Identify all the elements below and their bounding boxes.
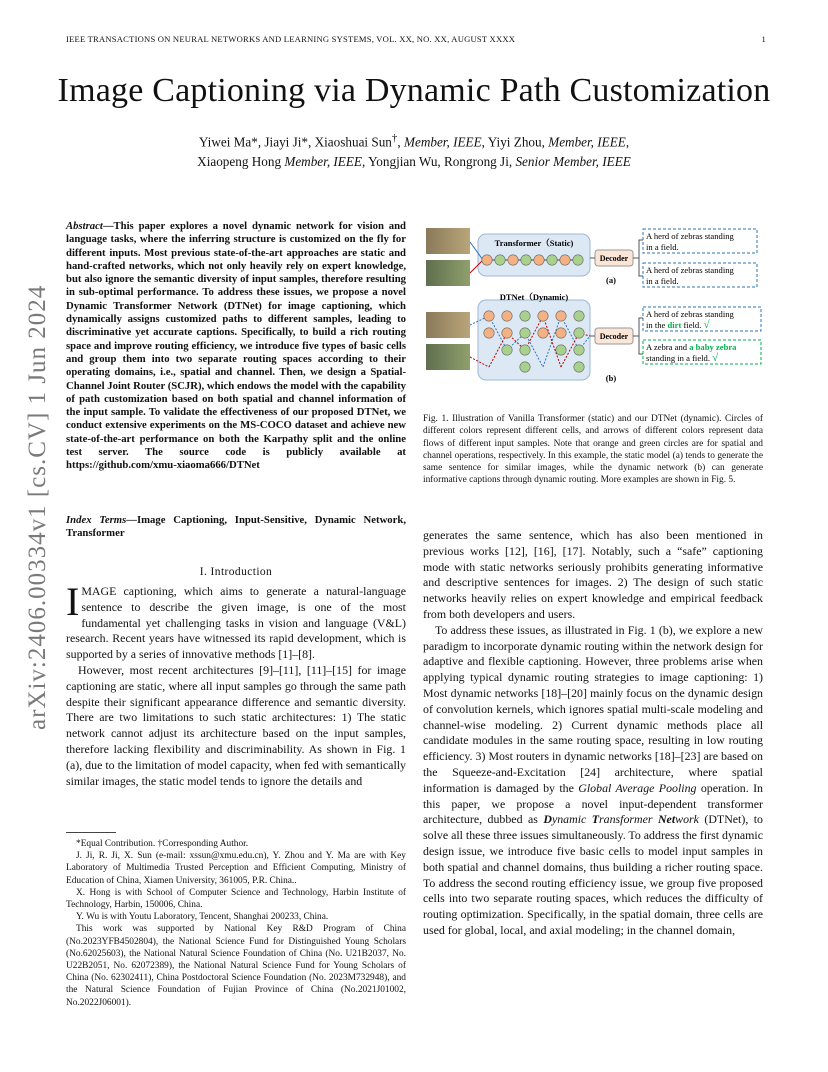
intro-paragraph-2: However, most recent architectures [9]–[11], [11]–[15] for image captioning are static, where all input samples go through the same path despite their significant appearance difference and semantic diversity. There are two limitations to such static architectures: 1) The static network cannot adjust its architecture based on the input samples, therefore lacking flexibility and discriminability. As shown in Fig. 1 (a), due to the limitation of model capacity, when fed with semantically similar images, the static model tends to ignore the details and: [66, 662, 406, 788]
author-line-2: Xiaopeng Hong Member, IEEE, Yongjian Wu, Rongrong Ji, Senior Member, IEEE: [197, 154, 631, 170]
footnote: This work was supported by National Key R&D Program of China (No.2023YFB4502804), the National Science Fund for Distinguished Young Scholars (No.62025603), the National Natural Science Foundation of China (No. U21B2037, No. U22B2051, No. 62072389), the National Natural Science Fund for Young Scholars of China (No. 62302411), China Postdoctoral Science Foundation (No. 2023M732948), and the Natural Science Foundation of Fujian Province of China (No.2021J01002, No.2022J06001).: [66, 924, 406, 1008]
decoder-label-b: Decoder: [599, 332, 629, 341]
dynamic-cell: [520, 345, 530, 355]
static-cell: [508, 255, 518, 265]
introduction-text: [66, 579, 406, 789]
running-header: [66, 34, 766, 44]
svg-text:standing in a field. √: standing in a field. √: [646, 352, 719, 364]
dynamic-cell: [574, 362, 584, 372]
dynamic-cell: [556, 328, 566, 338]
svg-text:in a field.: in a field.: [646, 276, 679, 286]
drop-cap: I: [66, 579, 80, 624]
figure-1: [423, 220, 765, 396]
footnote: *Equal Contribution. †Corresponding Author.: [76, 839, 249, 849]
static-cell: [482, 255, 492, 265]
intro-paragraph-1: IMAGE captioning, which aims to generate a natural-language sentence to describe the given image, is one of the most fundamental yet challenging tasks in vision and language (V&L) research. Recent years have witnessed its rapid development, which is supported by a series of innovative methods [1]–[8].: [66, 579, 406, 662]
figure-1-diagram: [423, 220, 765, 396]
paper-title: Image Captioning via Dynamic Path Customization: [57, 72, 771, 109]
static-label: Transformer（Static): [494, 238, 574, 248]
caption-b1: A herd of zebras standing: [646, 309, 734, 319]
footnotes: [66, 838, 406, 1009]
footnote: J. Ji, R. Ji, X. Sun (e-mail: xssun@xmu.edu.cn), Y. Zhou and Y. Ma are with Key Laboratory of Multimedia Trusted Perception and Efficient Computing, Ministry of Education of China, Xiamen University, 361005, P.R. China..: [66, 851, 406, 886]
abstract-text: —This paper explores a novel dynamic network for vision and language tasks, where the inferring structure is customized on the fly for different inputs. Most previous state-of-the-art approaches are static and hand-crafted networks, which not only heavily rely on expert knowledge, but also ignore the semantic diversity of input samples, therefore resulting in sub-optimal performance. To address these issues, we propose a novel Dynamic Transformer Network (DTNet) for image captioning, which dynamically assigns customized paths to different samples, leading to discriminative yet accurate captions. Specifically, to build a rich routing space and improve routing efficiency, we introduce five types of basic cells and group them into two separate routing spaces according to their operating domains, i.e., spatial and channel. Then, we design a Spatial-Channel Joint Router (SCJR), which endows the model with the capability of path customization based on both spatial and channel information of the input sample. To validate the effectiveness of our proposed DTNet, we conduct extensive experiments on the MS-COCO dataset and achieve new state-of-the-art performance on both the Karpathy split and the online test server. The source code is publicly available at https://github.com/xmu-xiaoma666/DTNet: [66, 220, 406, 472]
arxiv-stamp: arXiv:2406.00334v1 [cs.CV] 1 Jun 2024: [24, 284, 51, 730]
static-cell: [495, 255, 505, 265]
author-list: [0, 128, 828, 172]
figure-caption: Fig. 1. Illustration of Vanilla Transformer (static) and our DTNet (dynamic). Circles of different colors represent different cells, and arrows of different colors represent data flows of different input samples. Note that orange and green circles are for spatial and channel operations, respectively. In this example, the static model (a) tends to generate the same sentence for similar images, while the dynamic network (b) can generate informative captions through dynamic routing. More examples are shown in Fig. 5.: [423, 414, 763, 486]
dynamic-cell: [556, 311, 566, 321]
abstract-label: Abstract: [66, 220, 103, 232]
static-cell: [560, 255, 570, 265]
dynamic-cell: [484, 328, 494, 338]
index-terms-text: —Image Captioning, Input-Sensitive, Dynamic Network, Transformer: [66, 514, 406, 540]
zebra-photo-2a: [426, 260, 470, 286]
page-number: 1: [761, 34, 766, 44]
dynamic-cell: [574, 345, 584, 355]
dynamic-label: DTNet（Dynamic): [499, 292, 569, 302]
dynamic-cell: [574, 328, 584, 338]
caption-a1: A herd of zebras standing: [646, 231, 734, 241]
dynamic-cell: [538, 311, 548, 321]
dynamic-network-box: [478, 300, 590, 380]
index-terms: [66, 514, 406, 541]
caption-a2: A herd of zebras standing: [646, 265, 734, 275]
abstract: [66, 220, 406, 473]
svg-text:in a field.: in a field.: [646, 242, 679, 252]
static-cell: [547, 255, 557, 265]
decoder-label-a: Decoder: [599, 254, 629, 263]
dynamic-cell: [502, 345, 512, 355]
static-cell: [534, 255, 544, 265]
dynamic-cell: [484, 311, 494, 321]
zebra-photo-2b: [426, 344, 470, 370]
caption-b2: A zebra and a baby zebra: [646, 342, 737, 352]
panel-label-a: (a): [606, 275, 616, 285]
right-paragraph-2: To address these issues, as illustrated in Fig. 1 (b), we explore a new paradigm to incorporate dynamic routing within the network design for adaptive and flexible captioning. However, three problems arise when applying typical dynamic routing strategies to image captioning: 1) Most dynamic networks [18]–[20] mainly focus on the dynamic design of convolution kernels, which ignores spatial multi-scale modeling and channel-wise modeling. 2) Current dynamic methods place all candidate modules in the same routing space, resulting in low routing efficiency. 3) Most routers in dynamic networks [18]–[23] are based on the Squeeze-and-Excitation [24] architecture, where spatial information is damaged by the Global Average Pooling operation. In this paper, we propose a novel input-dependent transformer architecture, dubbed as Dynamic Transformer Network (DTNet), to solve all these three issues simultaneously. To address the first dynamic design issue, we introduce five basic cells to model input samples in both spatial and channel domains, thus building a richer routing space. To address the second routing efficiency issue, we group five proposed cells into two separate routing spaces, which reduces the difficulty of routing optimization. Specifically, in the spatial domain, three cells are used for global, local, and axial modeling; in the channel domain,: [423, 622, 763, 937]
static-cell: [573, 255, 583, 265]
dynamic-cell: [538, 328, 548, 338]
zebra-photo-1a: [426, 228, 470, 254]
dynamic-cell: [502, 311, 512, 321]
right-paragraph-1: generates the same sentence, which has also been mentioned in previous works [12], [16], [17]. Notably, such a “safe” captioning mode with static networks seriously prohibits generating informative and descriptive sentences for images. 2) The design of such static networks heavily relies on expert knowledge and empirical feedback from both developers and users.: [423, 528, 763, 621]
author-line-1: Yiwei Ma*, Jiayi Ji*, Xiaoshuai Sun†, Member, IEEE, Yiyi Zhou, Member, IEEE,: [198, 132, 630, 150]
dynamic-cell: [574, 311, 584, 321]
static-cell: [521, 255, 531, 265]
footnote: X. Hong is with School of Computer Science and Technology, Harbin Institute of Technology, Harbin, 150006, China.: [66, 887, 406, 911]
dynamic-cell: [520, 311, 530, 321]
dynamic-cell: [520, 328, 530, 338]
svg-text:in the dirt field. √: in the dirt field. √: [646, 319, 710, 331]
dynamic-cell: [556, 345, 566, 355]
journal-name: IEEE TRANSACTIONS ON NEURAL NETWORKS AND LEARNING SYSTEMS, VOL. XX, NO. XX, AUGUST XXXX: [66, 34, 516, 44]
panel-label-b: (b): [605, 373, 617, 383]
dynamic-cell: [520, 362, 530, 372]
footnote: Y. Wu is with Youtu Laboratory, Tencent, Shanghai 200233, China.: [76, 912, 329, 923]
index-terms-label: Index Terms: [66, 514, 127, 526]
dynamic-cell: [502, 328, 512, 338]
zebra-photo-1b: [426, 312, 470, 338]
footnote-rule: [66, 832, 116, 833]
right-column-text: [423, 528, 763, 939]
section-heading: I. Introduction: [199, 566, 273, 578]
